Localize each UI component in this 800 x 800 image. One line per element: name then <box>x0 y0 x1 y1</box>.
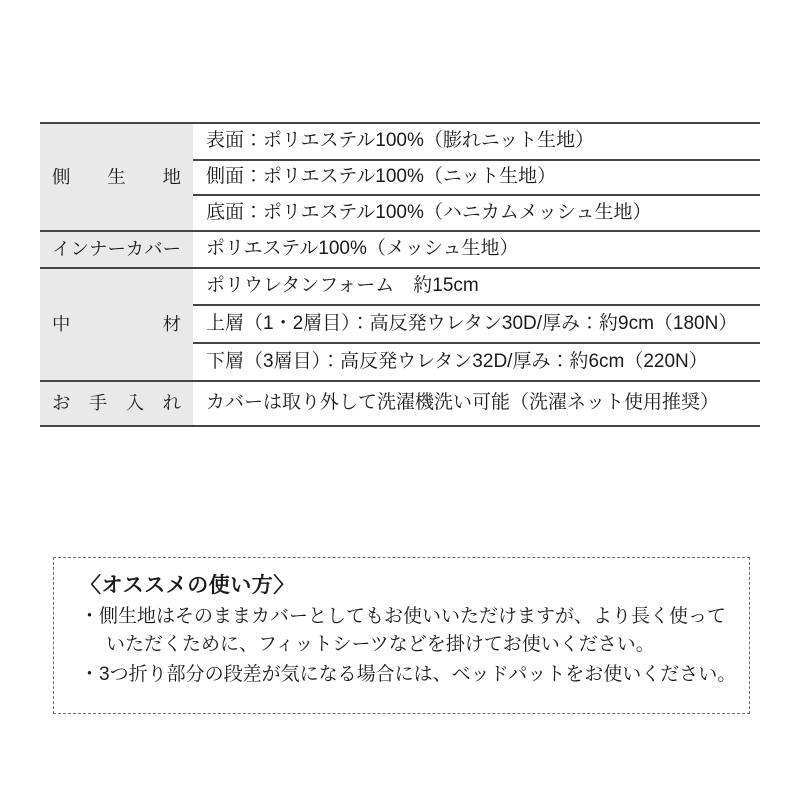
spec-label: インナーカバー <box>52 240 181 259</box>
spec-value-row: カバーは取り外して洗濯機洗い可能（洗濯ネット使用推奨） <box>206 392 720 414</box>
spec-group-care <box>40 382 760 427</box>
spec-label-cell <box>40 232 193 267</box>
spec-value-row: ポリウレタンフォーム 約15cm <box>206 275 479 297</box>
recommended-usage-box <box>53 557 750 714</box>
spec-label: 中材 <box>52 315 181 334</box>
tip-item <box>80 661 737 689</box>
spec-value-row: 側面：ポリエステル100%（ニット生地） <box>193 159 760 194</box>
tip-line: ・側生地はそのままカバーとしてもお使いいただけますが、より長く使って <box>80 606 727 627</box>
spec-rows <box>193 382 760 425</box>
spec-label-cell <box>40 269 193 380</box>
spec-label-cell <box>40 382 193 425</box>
spec-value-row: ポリエステル100%（メッシュ生地） <box>206 238 519 260</box>
tip-line-continuation: いただくために、フィットシーツなどを掛けてお使いください。 <box>106 634 655 655</box>
spec-label-cell <box>40 124 193 230</box>
tips-title: 〈オススメの使い方〉 <box>80 574 295 597</box>
spec-table <box>40 122 760 427</box>
tip-line: ・3つ折り部分の段差が気になる場合には、ベッドパットをお使いください。 <box>80 664 737 685</box>
spec-label: 側生地 <box>52 167 181 187</box>
spec-value-row: 表面：ポリエステル100%（膨れニット生地） <box>206 130 595 152</box>
tip-item <box>80 603 725 659</box>
spec-rows <box>193 124 760 230</box>
spec-label: お手入れ <box>52 394 181 413</box>
spec-rows <box>193 269 760 380</box>
spec-group-side-fabric <box>40 124 760 232</box>
spec-value-row: 下層（3層目）：高反発ウレタン32D/厚み：約6cm（220N） <box>193 342 760 380</box>
spec-value-row: 底面：ポリエステル100%（ハニカムメッシュ生地） <box>193 194 760 230</box>
spec-rows <box>193 232 760 267</box>
spec-group-filling <box>40 269 760 382</box>
spec-group-inner-cover <box>40 232 760 269</box>
spec-value-row: 上層（1・2層目）：高反発ウレタン30D/厚み：約9cm（180N） <box>193 304 760 342</box>
